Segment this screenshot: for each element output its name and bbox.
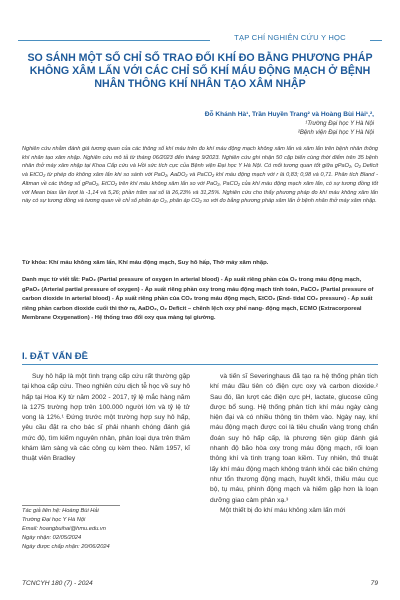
footnote-institution: Trường Đại học Y Hà Nội (22, 517, 86, 523)
right-column (210, 372, 378, 516)
footnote-received: Ngày nhận: 02/05/2024 (22, 535, 82, 541)
keywords: Từ khóa: Khí máu không xâm lấn, Khí máu động mạch, Suy hô hấp, Thở máy xâm nhập. (22, 260, 269, 266)
left-paragraph: Suy hô hấp là một tình trạng cấp cứu rất thường gặp tại khoa cấp cứu. Theo nghiên cứu dịch tễ học về suy hô hấp tại Hoa Kỳ từ năm 2002 - 2017, tỷ lệ mắc hàng năm là 1275 trường hợp trên 100.000 người lớn và tỷ lệ tử vong là 12%.¹ Đứng trước một trường hợp suy hô hấp, yêu cầu đặt ra cho bác sĩ phải nhanh chóng đánh giá mức độ, tìm kiếm nguyên nhân, phân loại dựa trên thăm khám lâm sàng và các công cụ kèm theo. Năm 1957, kĩ thuật viên Bradley (22, 373, 190, 463)
affiliation-1: ¹Trường Đại học Y Hà Nội (305, 121, 374, 127)
footnote-divider (22, 505, 120, 506)
affiliation-2: ²Bệnh viện Đại học Y Hà Nội (297, 130, 374, 136)
footnote-corresponding-author: Tác giả liên hệ: Hoàng Bùi Hải (22, 508, 99, 514)
authors: Đỗ Khánh Hà¹, Trần Huyền Trang² và Hoàng Bùi Hải¹,², (204, 111, 374, 118)
footnote-email: Email: hoangbuihai@hmu.edu.vn (22, 526, 106, 532)
abstract: Nghiên cứu nhằm đánh giá tương quan của các thông số khí máu trên đo khí máu động mạch không xâm lấn và xâm lấn trên bệnh nhân thông khí nhân tạo xâm nhập. Nghiên cứu mô tả từ tháng 06/2023 đến tháng 9/2023. Nghiên cứu ghi nhận 50 cặp biến cùng thời điểm trên 35 bệnh nhân thở máy xâm nhập tại Khoa Cấp cứu và Hồi sức tích cực của Bệnh viện Đại học Y Hà Nội. Có mối tương quan tốt giữa gPaO₂, O₂ Deficit và EtCO₂ từ phép đo không xâm lấn khi so sánh với PaO₂, AaDO₂ và PaCO₂ khí máu động mạch với r là 0,83; 0,98 và 0,71. Phân tích Bland - Altman về các thông số gPaO₂, EtCO₂ trên khí máu không xâm lấn so với PaO₂, PaCO₂ của khí máu động mạch xâm lấn, có sự tương đồng tốt với Mean bias lần lượt là -1,14 và 5,26; phần trăm sai số là 26,23% và 31,25%. Nghiên cứu cho thấy phương pháp đo khí máu không xâm lấn này có sự tương đồng và tương quan về chỉ số phân áp O₂, phân áp CO₂ so với đo bằng phương pháp xâm lấn ở bệnh nhân thở máy xâm nhập. (22, 146, 378, 205)
page-footer (22, 580, 378, 587)
footnote-accepted: Ngày được chấp nhận: 20/06/2024 (22, 544, 110, 550)
page-number: 79 (370, 580, 378, 587)
section-heading: I. ĐẶT VẤN ĐỀ (22, 351, 88, 362)
section-divider (22, 364, 378, 365)
abbreviations: Danh mục từ viết tắt: PaO₂ (Partial pressure of oxygen in arterial blood) - Áp suất riêng phần của O₂ trong máu động mạch, gPaO₂ (Arterial partial pressure of oxygen) - Áp suất riêng phần oxy trong máu động mạch tính toán, PaCO₂ (Partial pressure of carbon dioxide in arterial blood) - Áp suất riêng phần của CO₂ trong máu động mạch, EtCO₂ (End- tidal CO₂ pressure) - Áp suất riêng phần carbon dioxide cuối thì thở ra, AaDO₂, O₂ Deficit – chênh lệch oxy phế nang- động mạch, ECMO (Extracorporeal Membrane Oxygenation) - Hệ thống trao đổi oxy qua màng tại giường. (22, 277, 374, 322)
journal-label: TẠP CHÍ NGHIÊN CỨU Y HỌC (210, 31, 370, 45)
right-paragraph: và tiến sĩ Severinghaus đã tạo ra hệ thống phân tích khí máu đầu tiên có điện cực oxy và carbon dioxide.² Sau đó, lần lượt các điện cực pH, lactate, glucose cũng được bổ sung. Hệ thống phân tích khí máu ngày càng hiện đại và có nhiều thông tin thêm vào. Ngày nay, khí máu động mạch được coi là tiêu chuẩn vàng trong chẩn đoán suy hô hấp cấp, là phương tiện giúp đánh giá nhanh độ bão hòa oxy trong máu động mạch, rối loạn thông khí và tình trạng toan kiềm. Tuy nhiên, thủ thuật lấy khí máu động mạch không tránh khỏi các biến chứng như tổn thương động mạch, huyết khối, thiếu máu cục bộ, tụ máu, phình động mạch và hiếm gặp hơn là loạn dưỡng giao cảm phản xạ.³ (210, 373, 378, 504)
article-title: SO SÁNH MỘT SỐ CHỈ SỐ TRAO ĐỔI KHÍ ĐO BẰNG PHƯƠNG PHÁP KHÔNG XÂM LẤN VỚI CÁC CHỈ SỐ KHÍ MÁU ĐỘNG MẠCH Ở BỆNH NHÂN THÔNG KHÍ NHÂN TẠO XÂM NHẬP (27, 52, 373, 91)
footer-journal-issue: TCNCYH 180 (7) - 2024 (22, 580, 93, 587)
left-column (22, 372, 190, 465)
right-paragraph-2: Một thiết bị đo khí máu không xâm lấn mới (220, 506, 346, 514)
